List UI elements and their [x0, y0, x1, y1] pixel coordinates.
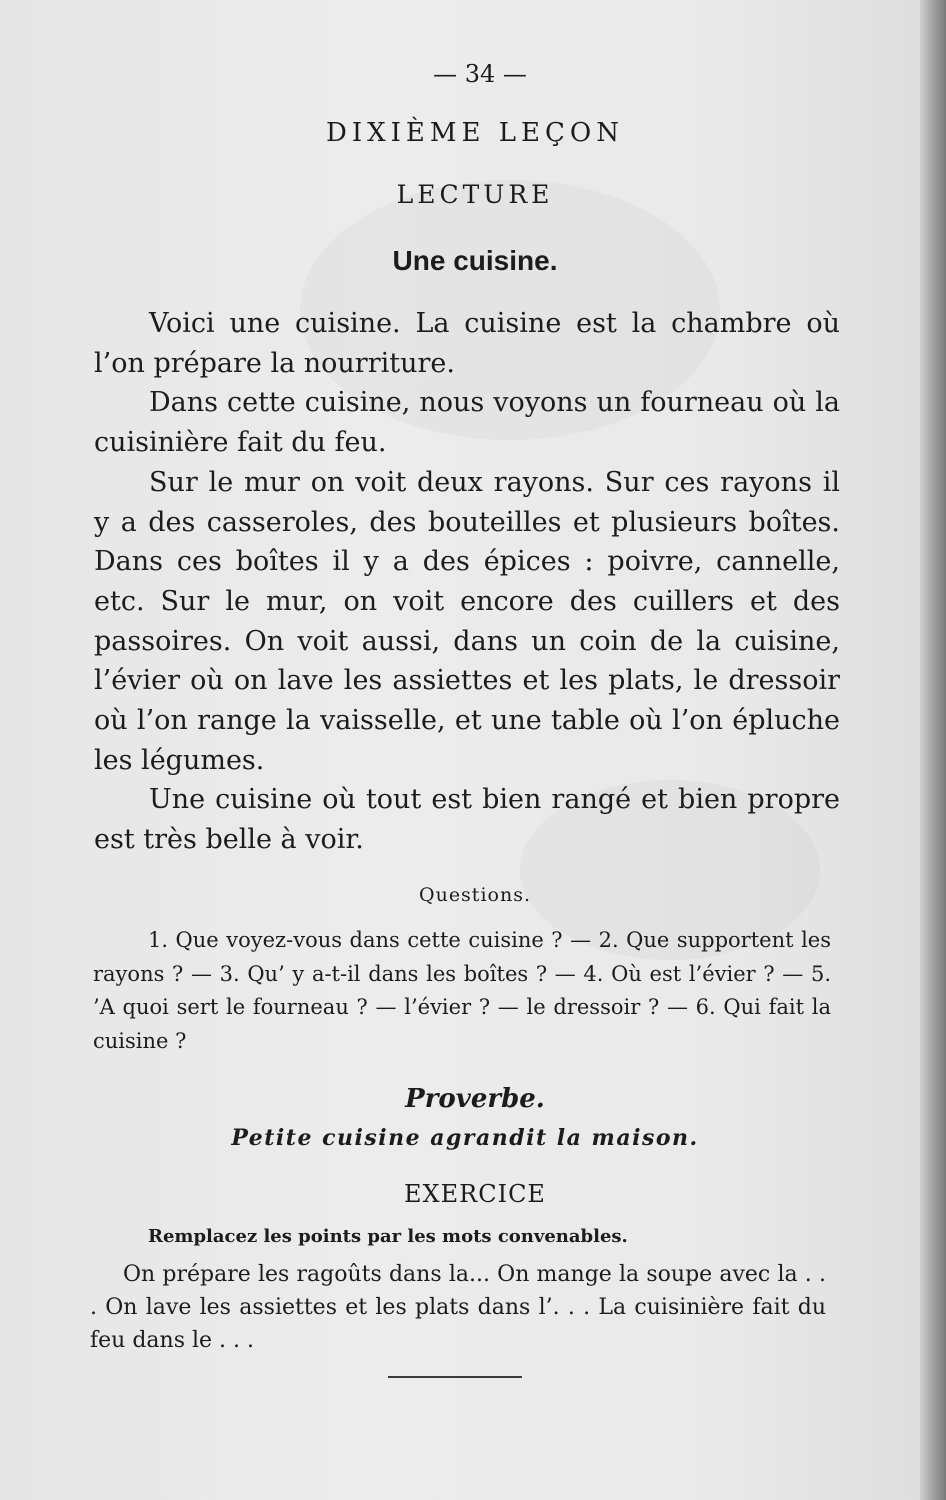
questions-text: 1. Que voyez-vous dans cette cuisine ? — 2. Que supportent les rayons ? — 3. Qu’ y a-t-il dans les boîtes ? — 4. Où est l’évier ? — 5. ’A quoi sert le fourneau ? — l’évier ? — le dressoir ? — 6. Qui fait la cuisine ?: [93, 928, 831, 1053]
proverb-title: Proverbe.: [405, 1084, 545, 1114]
exercise-instruction: Remplacez les points par les mots convenables.: [148, 1226, 628, 1247]
reading-title: Une cuisine.: [392, 245, 558, 276]
reading-paragraph: Sur le mur on voit deux rayons. Sur ces rayons il y a des casseroles, des bouteilles et plusieurs boîtes. Dans ces boîtes il y a des épices : poivre, cannelle, etc. Sur le mur, on voit encore des cuillers et des passoires. On voit aussi, dans un coin de la cuisine, l’évier où on lave les assiettes et les plats, le dressoir où l’on range la vaisselle, et une table où l’on épluche les légumes.: [94, 466, 840, 776]
page-edge: [920, 0, 946, 1500]
page-number: — 34 —: [433, 60, 527, 88]
lesson-title: DIXIÈME LEÇON: [326, 118, 624, 148]
reading-paragraph: Une cuisine où tout est bien rangé et bien propre est très belle à voir.: [94, 784, 840, 856]
questions-title: Questions.: [419, 884, 531, 906]
reading-paragraph: Voici une cuisine. La cuisine est la chambre où l’on prépare la nourriture.: [94, 308, 840, 379]
section-label: LECTURE: [396, 180, 554, 209]
exercise-title: EXERCICE: [404, 1180, 546, 1208]
proverb-text: Petite cuisine agrandit la maison.: [231, 1125, 699, 1151]
exercise-text: On prépare les ragoûts dans la... On mange la soupe avec la . . . On lave les assiettes et les plats dans l’. . . La cuisinière fait du feu dans le . . .: [90, 1262, 826, 1353]
end-divider: [388, 1376, 522, 1378]
reading-paragraph: Dans cette cuisine, nous voyons un fourneau où la cuisinière fait du feu.: [94, 387, 840, 459]
reading-text: [94, 304, 840, 860]
